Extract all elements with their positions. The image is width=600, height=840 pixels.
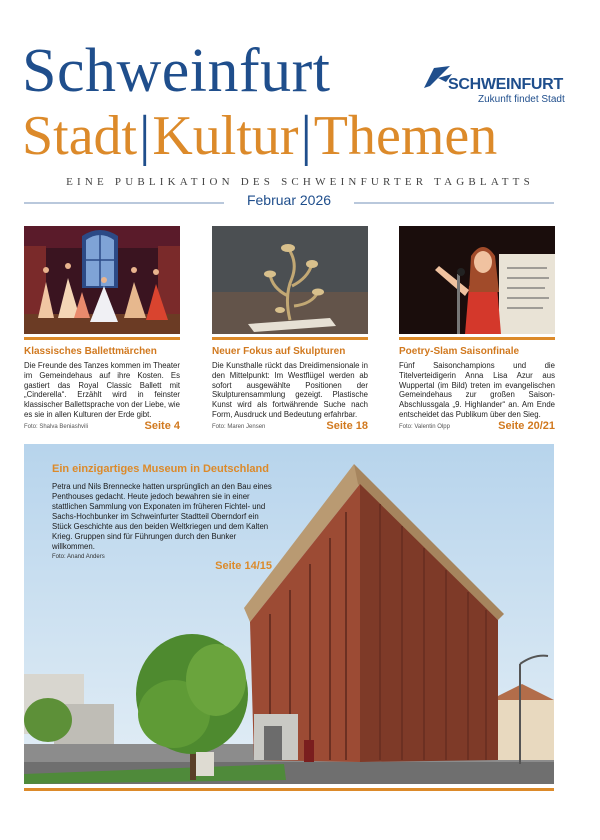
photo-credit: Foto: Anand Anders	[52, 554, 105, 560]
page-reference[interactable]: Seite 4	[144, 420, 180, 432]
article-footer	[24, 418, 180, 432]
poetry-slam-photo	[399, 226, 555, 334]
page-reference[interactable]: Seite 14/15	[215, 560, 272, 572]
page-reference[interactable]: Seite 18	[326, 420, 368, 432]
article-footer	[399, 418, 555, 432]
divider	[24, 202, 224, 204]
divider	[212, 337, 368, 340]
section-kultur: Kultur	[152, 105, 299, 167]
article-card-sculpture[interactable]	[212, 226, 368, 432]
divider	[354, 202, 554, 204]
article-text: Die Kunsthalle rückt das Dreidimensionale in den Mittelpunkt: Im Westflügel werden ab sofort ausgewählte Positionen der Skulpturensammlung gezeigt. Plastische Kunst wird als fortwährende Suche nach Form, Ausdruck und Bedeutung erfahrbar.	[212, 361, 368, 419]
article-title[interactable]: Klassisches Ballettmärchen	[24, 346, 157, 357]
bottom-divider	[24, 788, 554, 791]
photo-credit: Foto: Maren Jensen	[212, 424, 266, 430]
article-text: Fünf Saisonchampions und die Titelverteidigerin Anna Lisa Azur aus Wuppertal (im Bild) treten im evangelischen Gemeindehaus zur großen Saison-Abschlussgala „9. Highlander“ an. Am Ende entscheidet das Publikum über den Sieg.	[399, 361, 555, 419]
article-text: Die Freunde des Tanzes kommen im Theater im Gemeindehaus auf ihre Kosten. Es gastiert das Royal Classic Ballett mit „Cinderella“. Erzählt wird in feinster klassischer Ballettsprache von der Liebe, wie es sie in allen Kulturen der Erde gibt.	[24, 361, 180, 419]
separator: |	[139, 105, 151, 167]
date-line	[24, 192, 554, 212]
masthead-sections	[22, 104, 497, 168]
divider	[399, 337, 555, 340]
feature-article[interactable]	[24, 444, 554, 784]
issue-date: Februar 2026	[246, 192, 332, 208]
section-stadt: Stadt	[22, 105, 138, 167]
photo-credit: Foto: Valentin Olpp	[399, 424, 450, 430]
logo-name: SCHWEINFURT	[448, 76, 563, 93]
feature-title[interactable]: Ein einzigartiges Museum in Deutschland	[52, 463, 269, 475]
divider	[24, 337, 180, 340]
feature-text: Petra und Nils Brennecke hatten ursprünglich an den Bau eines Penthouses gedacht. Heute jedoch bewahren sie in einer stattlichen Sammlung von Exponaten im früheren Fichtel- und Sachs-Hochbunker im Schweinfurter Stadtteil Oberndorf ein Stück Geschichte aus den beiden Weltkriegen und dem Kalten Krieg. Gruppen sind für Führungen durch den Bunker willkommen.	[52, 482, 272, 551]
logo-tagline: Zukunft findet Stadt	[478, 94, 565, 105]
sculpture-photo	[212, 226, 368, 334]
masthead-title: Schweinfurt	[22, 37, 331, 105]
article-card-poetry-slam[interactable]	[399, 226, 555, 432]
ballet-stage-photo	[24, 226, 180, 334]
photo-credit: Foto: Shalva Beniashvili	[24, 424, 89, 430]
section-themen: Themen	[313, 105, 498, 167]
article-card-ballet[interactable]	[24, 226, 180, 432]
schweinfurt-logo[interactable]	[420, 58, 580, 110]
feature-text-block	[52, 462, 272, 572]
publication-subtitle: EINE PUBLIKATION DES SCHWEINFURTER TAGBLATTS	[66, 176, 534, 188]
page-reference[interactable]: Seite 20/21	[498, 420, 555, 432]
separator: |	[300, 105, 312, 167]
article-footer	[212, 418, 368, 432]
article-title[interactable]: Neuer Fokus auf Skulpturen	[212, 346, 346, 357]
article-title[interactable]: Poetry-Slam Saisonfinale	[399, 346, 520, 357]
